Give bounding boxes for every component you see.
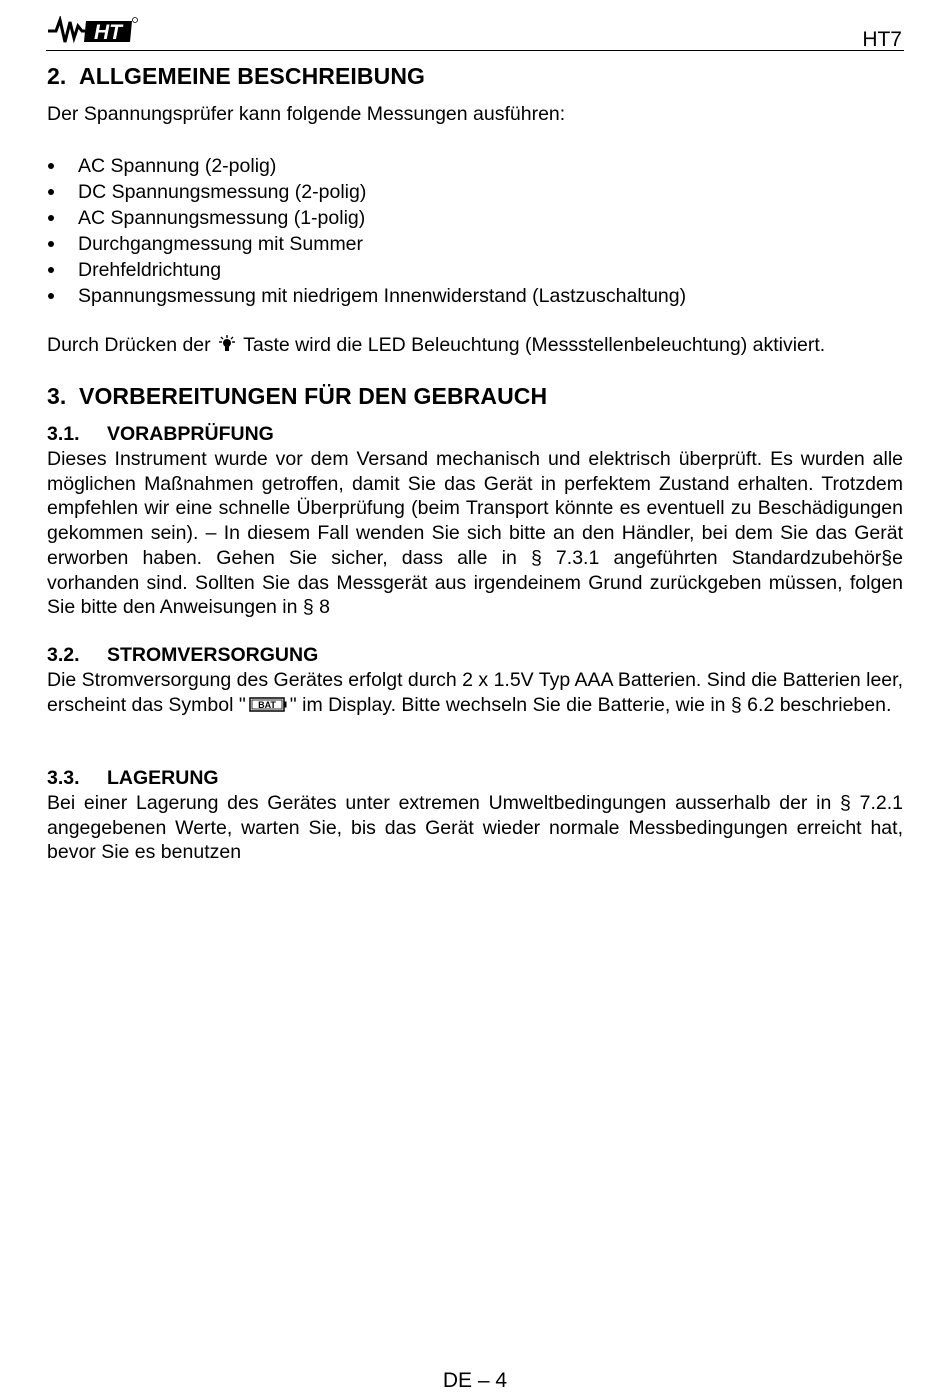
section-3-1-number: 3.1. [47, 423, 80, 445]
section-3-1-heading [47, 423, 274, 446]
measurement-list [47, 153, 686, 310]
battery-symbol-label: BAT [257, 699, 276, 710]
section-3-2-title: STROMVERSORGUNG [107, 644, 319, 666]
section-3-1-title: VORABPRÜFUNG [107, 423, 274, 445]
logo-text: HT [94, 21, 122, 44]
page-header [46, 14, 904, 51]
section-2-title: ALLGEMEINE BESCHREIBUNG [79, 63, 426, 89]
section-3-title: VORBEREITUNGEN FÜR DEN GEBRAUCH [79, 383, 548, 409]
page-number: DE – 4 [442, 1369, 508, 1392]
section-3-2-text [47, 668, 903, 717]
list-item: AC Spannung (2-polig) [47, 153, 686, 179]
section-3-3-heading [47, 767, 219, 790]
list-item: AC Spannungsmessung (1-polig) [47, 205, 686, 231]
section-3-3-title: LAGERUNG [107, 767, 219, 789]
list-item: Drehfeldrichtung [47, 257, 686, 283]
ht-logo [46, 16, 138, 46]
list-item: Durchgangmessung mit Summer [47, 231, 686, 257]
led-text-after: Taste wird die LED Beleuchtung (Messstellenbeleuchtung) aktiviert. [243, 334, 826, 356]
list-item: DC Spannungsmessung (2-polig) [47, 179, 686, 205]
model-name: HT7 [862, 28, 902, 51]
section-2-intro: Der Spannungsprüfer kann folgende Messungen ausführen: [47, 103, 566, 125]
section-3-2-text-before: Die Stromversorgung des Gerätes erfolgt durch 2 x 1.5V Typ AAA Batterien. Sind die Batterien leer, erscheint das Symbol " [47, 669, 903, 716]
section-3-heading [47, 383, 547, 410]
section-2-heading [47, 63, 425, 90]
section-3-3-number: 3.3. [47, 767, 80, 789]
led-paragraph [47, 333, 825, 358]
light-bulb-icon [218, 335, 236, 353]
list-item: Spannungsmessung mit niedrigem Innenwiderstand (Lastzuschaltung) [47, 283, 686, 309]
section-3-2-text-after: " im Display. Bitte wechseln Sie die Batterie, wie in § 6.2 beschrieben. [289, 693, 892, 716]
section-3-1-text: Dieses Instrument wurde vor dem Versand mechanisch und elektrisch überprüft. Es wurden alle möglichen Maßnahmen getroffen, damit Sie das Gerät in perfektem Zustand erhalten. Trotzdem empfehlen wir eine schnelle Überprüfung (beim Transport könnte es eventuell zu Beschädigungen gekommen sein). – In diesem Fall wenden Sie sich bitte an den Händler, bei dem Sie das Gerät erworben haben. Gehen Sie sicher, dass alle in § 7.3.1 angeführten Standardzubehör§e vorhanden sind. Sollten Sie das Messgerät aus irgendeinem Grund zurückgeben müssen, folgen Sie bitte den Anweisungen in § 8 [47, 448, 903, 619]
section-3-2-heading [47, 644, 318, 667]
section-3-number: 3. [47, 383, 67, 409]
section-3-2-number: 3.2. [47, 644, 80, 666]
led-text-before: Durch Drücken der [47, 334, 211, 356]
battery-symbol-icon [249, 697, 287, 712]
section-2-number: 2. [47, 63, 67, 89]
section-3-3-text: Bei einer Lagerung des Gerätes unter extremen Umweltbedingungen ausserhalb der in § 7.2.1 angegebenen Werte, warten Sie, bis das Gerät wieder normale Messbedingungen erreicht hat, bevor Sie es benutzen [47, 792, 903, 864]
